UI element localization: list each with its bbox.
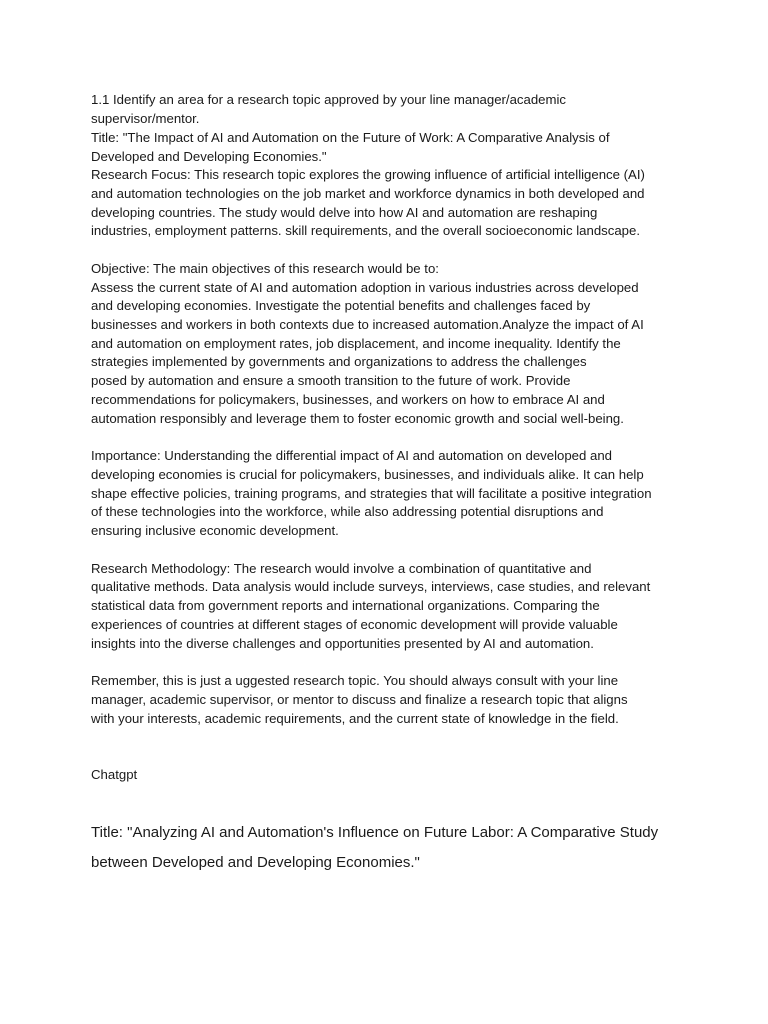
text-line: and automation on employment rates, job displacement, and income inequality. Identify the xyxy=(91,336,621,351)
text-line: Research Methodology: The research would involve a combination of quantitative and xyxy=(91,561,592,576)
text-line: of these technologies into the workforce, while also addressing potential disruptions and xyxy=(91,504,604,519)
text-line: Research Focus: This research topic explores the growing influence of artificial intelligence (AI) xyxy=(91,167,645,182)
text-line: Title: "The Impact of AI and Automation on the Future of Work: A Comparative Analysis of xyxy=(91,130,610,145)
text-line: automation responsibly and leverage them to foster economic growth and social well-being. xyxy=(91,411,624,426)
text-line: shape effective policies, training programs, and strategies that will facilitate a positive integration xyxy=(91,486,652,501)
text-line: statistical data from government reports and international organizations. Comparing the xyxy=(91,598,600,613)
source-label: Chatgpt xyxy=(91,767,138,782)
text-line: industries, employment patterns. skill requirements, and the overall socioeconomic landscape. xyxy=(91,223,641,238)
text-line: recommendations for policymakers, businesses, and workers on how to embrace AI and xyxy=(91,392,605,407)
text-line: qualitative methods. Data analysis would include surveys, interviews, case studies, and relevant xyxy=(91,579,651,594)
text-line: Objective: The main objectives of this research would be to: xyxy=(91,261,439,276)
text-line: manager, academic supervisor, or mentor to discuss and finalize a research topic that aligns xyxy=(91,692,628,707)
text-line: Assess the current state of AI and automation adoption in various industries across developed xyxy=(91,280,639,295)
text-line: 1.1 Identify an area for a research topic approved by your line manager/academic xyxy=(91,92,567,107)
text-line: strategies implemented by governments and organizations to address the challenges xyxy=(91,354,587,369)
alt-title-line: Title: "Analyzing AI and Automation's Influence on Future Labor: A Comparative Study xyxy=(91,824,659,841)
text-line: Importance: Understanding the differential impact of AI and automation on developed and xyxy=(91,448,613,463)
text-line: experiences of countries at different stages of economic development will provide valuable xyxy=(91,617,618,632)
text-line: ensuring inclusive economic development. xyxy=(91,523,339,538)
text-line: posed by automation and ensure a smooth transition to the future of work. Provide xyxy=(91,373,571,388)
text-line: and automation technologies on the job market and workforce dynamics in both developed and xyxy=(91,186,645,201)
text-line: Remember, this is just a uggested research topic. You should always consult with your line xyxy=(91,673,619,688)
text-line: developing countries. The study would delve into how AI and automation are reshaping xyxy=(91,205,598,220)
text-line: and developing economies. Investigate the potential benefits and challenges faced by xyxy=(91,298,591,313)
text-line: Developed and Developing Economies." xyxy=(91,149,327,164)
text-line: insights into the diverse challenges and opportunities presented by AI and automation. xyxy=(91,636,594,651)
text-line: supervisor/mentor. xyxy=(91,111,200,126)
text-line: businesses and workers in both contexts due to increased automation.Analyze the impact of AI xyxy=(91,317,644,332)
alt-title-line: between Developed and Developing Economies." xyxy=(91,854,420,871)
text-line: with your interests, academic requirements, and the current state of knowledge in the field. xyxy=(91,711,619,726)
text-line: developing economies is crucial for policymakers, businesses, and individuals alike. It can help xyxy=(91,467,644,482)
